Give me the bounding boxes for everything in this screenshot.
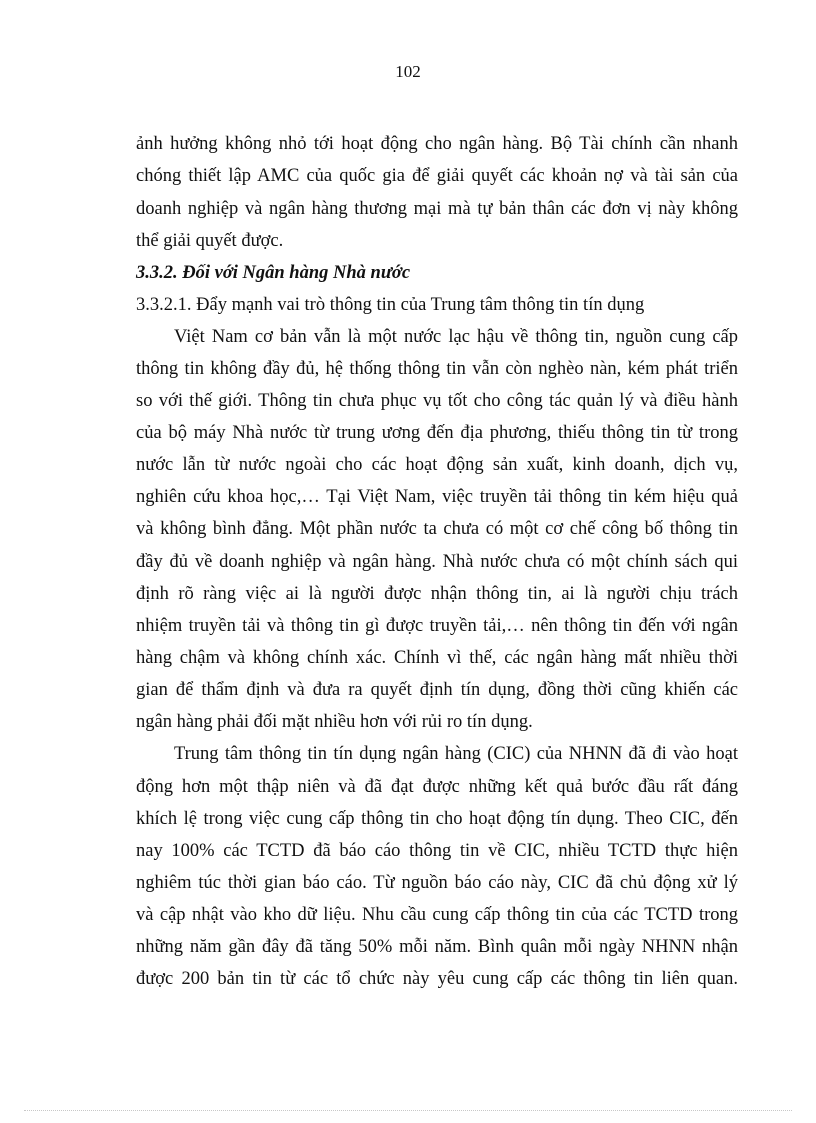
body-line: định rõ ràng việc ai là người được nhận thông tin, ai là người chịu trách [136,584,738,604]
body-line: thông tin không đầy đủ, hệ thống thông tin vẫn còn nghèo nàn, kém phát triển [136,359,738,379]
body-line: nghiên cứu khoa học,… Tại Việt Nam, việc truyền tải thông tin kém hiệu quả [136,487,738,507]
body-line: Trung tâm thông tin tín dụng ngân hàng (CIC) của NHNN đã đi vào hoạt [174,744,738,764]
body-line: Việt Nam cơ bản vẫn là một nước lạc hậu về thông tin, nguồn cung cấp [174,327,738,347]
body-line: và cập nhật vào kho dữ liệu. Nhu cầu cung cấp thông tin của các TCTD trong [136,905,738,925]
page-number: 102 [395,62,421,81]
body-line: chóng thiết lập AMC của quốc gia để giải quyết các khoản nợ và tài sản của [136,166,738,186]
body-line: những năm gần đây đã tăng 50% mỗi năm. Bình quân mỗi ngày NHNN nhận [136,937,738,957]
body-line: của bộ máy Nhà nước từ trung ương đến địa phương, thiếu thông tin từ trong [136,423,738,443]
body-line: nghiêm túc thời gian báo cáo. Từ nguồn báo cáo này, CIC đã chủ động xử lý [136,873,738,893]
body-line: đầy đủ về doanh nghiệp và ngân hàng. Nhà nước chưa có một chính sách qui [136,552,738,572]
body-line: và không bình đẳng. Một phần nước ta chưa có một cơ chế công bố thông tin [136,519,738,539]
subsection-heading: 3.3.2.1. Đẩy mạnh vai trò thông tin của Trung tâm thông tin tín dụng [136,295,645,315]
body-line: so với thế giới. Thông tin chưa phục vụ tốt cho công tác quản lý và điều hành [136,391,738,411]
footer-divider [24,1110,792,1111]
body-line: gian để thẩm định và đưa ra quyết định tín dụng, đồng thời cũng khiến các [136,680,738,700]
body-line: doanh nghiệp và ngân hàng thương mại mà tự bản thân các đơn vị này không [136,199,738,219]
section-heading: 3.3.2. Đối với Ngân hàng Nhà nước [136,263,411,283]
body-line: ngân hàng phải đối mặt nhiều hơn với rủi ro tín dụng. [136,712,533,732]
body-line: động hơn một thập niên và đã đạt được những kết quả bước đầu rất đáng [136,777,738,797]
body-line: khích lệ trong việc cung cấp thông tin cho hoạt động tín dụng. Theo CIC, đến [136,809,738,829]
body-line: được 200 bản tin từ các tổ chức này yêu cung cấp các thông tin liên quan. [136,969,738,989]
body-line: hàng chậm và không chính xác. Chính vì thế, các ngân hàng mất nhiều thời [136,648,738,668]
body-line: nhiệm truyền tải và thông tin gì được truyền tải,… nên thông tin đến với ngân [136,616,738,636]
body-line: ảnh hưởng không nhỏ tới hoạt động cho ngân hàng. Bộ Tài chính cần nhanh [136,134,738,154]
body-line: thể giải quyết được. [136,231,284,251]
body-line: nay 100% các TCTD đã báo cáo thông tin về CIC, nhiều TCTD thực hiện [136,841,738,861]
body-line: nước lẫn từ nước ngoài cho các hoạt động sản xuất, kinh doanh, dịch vụ, [136,455,738,475]
